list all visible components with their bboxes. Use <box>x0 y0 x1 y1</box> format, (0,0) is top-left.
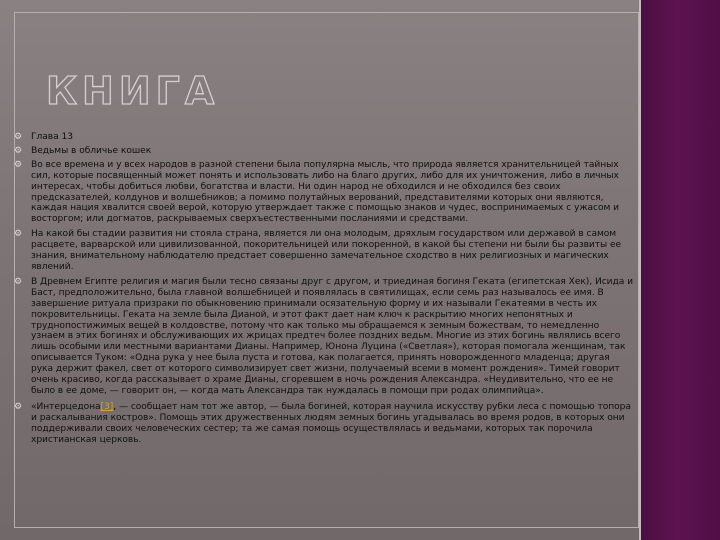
bullet-text-start: «Интерцедона <box>31 401 101 412</box>
bullet-icon: ⚙ <box>14 401 23 412</box>
bullet-text: Во все времена и у всех народов в разной степени была популярна мысль, что природа является хранительницей тайных сил, которые посвященный может понять и использовать либо на благо других, либо для их уничтожения, либо в личных интересах, чтобы добиться любви, богатства и власти. Ни один народ не обходился и не обходился без своих предсказателей, колдунов и волшебников; а помимо полутайных верований, представителями которых они являются, каждая нация хвалится своей верой, которую утверждает также с помощью знаков и чудес, воспринимаемых с ужасом и восторгом; или догматов, раскрываемых сверхъестественными посланиями и средствами. <box>31 159 619 225</box>
footnote-link[interactable]: [3] <box>100 401 114 412</box>
bullet-list <box>14 128 634 445</box>
bullet-text <box>31 402 634 446</box>
bullet-item <box>14 402 634 446</box>
bullet-icon: ⚙ <box>14 145 23 156</box>
bullet-item <box>14 160 634 225</box>
bullet-icon: ⚙ <box>14 132 23 142</box>
bullet-text-end: , — сообщает нам тот же автор, — была богиней, которая научила искусству рубки леса с помощью топора и раскалывания костров». Помощь этих дружественных людям земных богинь угадывалась во время родов, в которых они поддерживали своих человеческих сестер; та же самая помощь осуществлялась и ведьмами, которых так порочила христианская церковь. <box>31 401 631 445</box>
bullet-item <box>14 277 634 397</box>
bullet-text: В Древнем Египте религия и магия были тесно связаны друг с другом, и триединая богиня Геката (египетская Хек), Исида и Баст, предположительно, была главной волшебницей и появлялась в святилищах, если семь раз называлось ее имя. В завершение ритуала призраки по обыкновению принимали осязательную форму и их называли Гекатеями в честь их покровительницы. Геката на земле была Дианой, и этот факт дает нам ключ к раскрытию многих непонятных и труднопостижимых вещей в колдовстве, потому что как только мы обращаемся к земным божествам, то немедленно узнаем в этих богинях и обслуживающих их жрицах предтеч более поздних ведьм. Многие из этих богинь являлись всего лишь особыми или местными вариантами Дианы. Например, Юнона Луцина («Светлая»), которая помогала женщинам, так описывается Туком: «Одна рука у нее была пуста и готова, как полагается, принять новорожденного младенца; другая рука держит факел, свет от которого символизирует свет жизни, получаемый всеми в момент рождения». Тимей говорит очень красиво, когда рассказывает о храме Дианы, сгоревшем в ночь рождения Александра. «Неудивительно, что ее не было в ее доме, — говорит он, — когда мать Александра так нуждалась в помощи при родах олимпийца». <box>31 276 634 396</box>
bullet-text: Глава 13 <box>31 132 73 142</box>
bullet-icon: ⚙ <box>14 276 23 287</box>
accent-sidebar <box>641 0 720 540</box>
bullet-icon: ⚙ <box>14 229 23 240</box>
bullet-icon: ⚙ <box>14 159 23 170</box>
bullet-text: Ведьмы в обличье кошек <box>31 145 152 156</box>
bullet-item <box>14 146 634 157</box>
bullet-text: На какой бы стадии развития ни стояла страна, является ли она молодым, дряхлым государством или державой в самом расцвете, варварской или цивилизованной, покорительницей или покоренной, в какой бы степени ни были бы развиты ее знания, внимательному наблюдателю предстает совершенно замечательное сходство в них религиозных и магических явлений. <box>31 229 622 272</box>
slide-title: КНИГА <box>46 69 220 113</box>
bullet-item <box>14 229 634 273</box>
bullet-item <box>14 132 634 143</box>
